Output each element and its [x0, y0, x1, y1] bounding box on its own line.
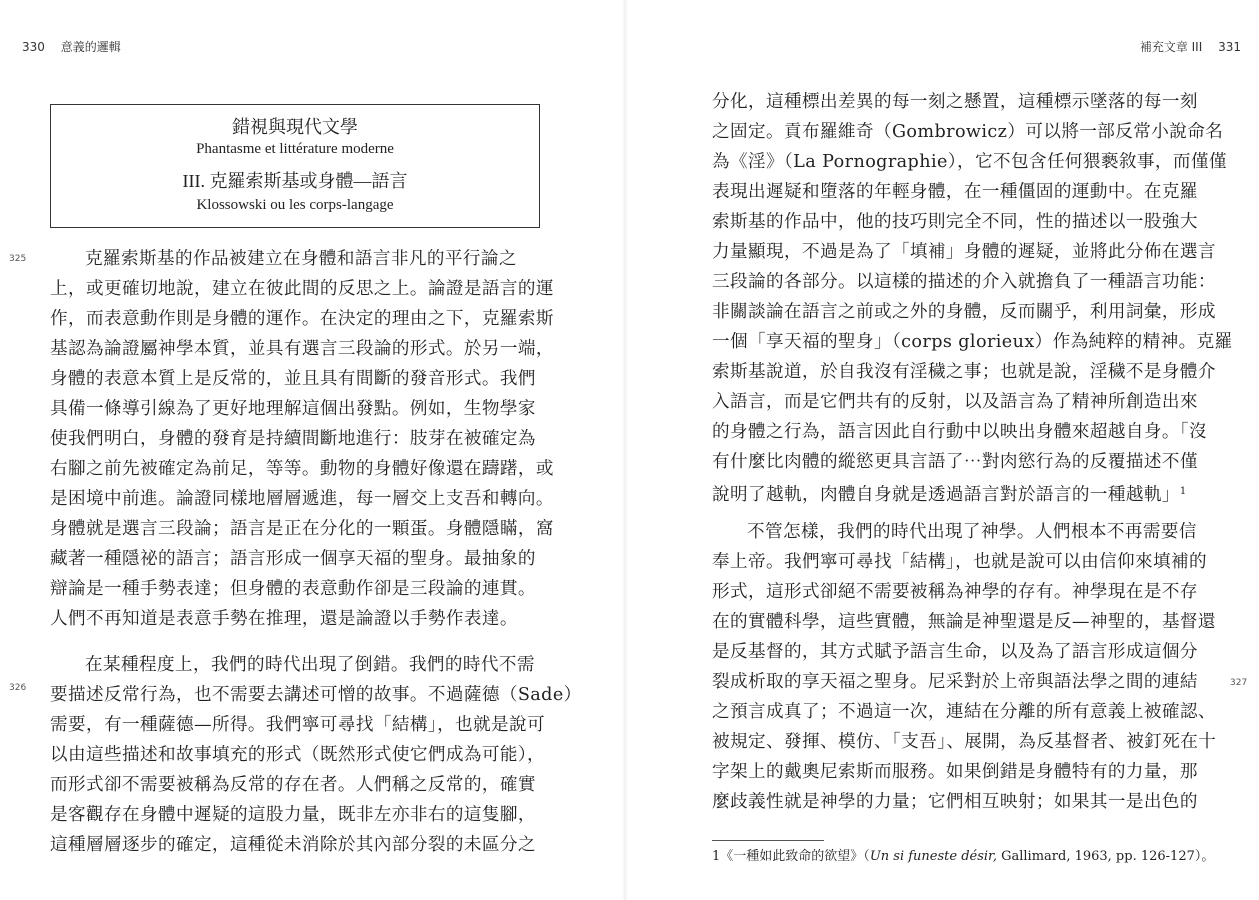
book-gutter — [622, 0, 628, 900]
text-line: 是客觀存在身體中遲疑的這股力量，既非左亦非右的這隻腳， — [50, 805, 536, 825]
text-line: 要描述反常行為，也不需要去講述可憎的故事。不過薩德（Sade） — [50, 685, 582, 705]
text-line: 具備一條導引線為了更好地理解這個出發點。例如，生物學家 — [50, 399, 536, 419]
text-line — [712, 477, 1207, 507]
text-line: 被規定、發揮、模仿、「支吾」、展開，為反基督者、被釘死在十 — [712, 732, 1217, 752]
text-line: 非關談論在語言之前或之外的身體，反而關乎，利用詞彙，形成 — [712, 302, 1216, 322]
text-line: 在某種程度上，我們的時代出現了倒錯。我們的時代不需 — [85, 655, 535, 675]
text-line: 麼歧義性就是神學的力量；它們相互映射；如果其一是出色的 — [712, 792, 1198, 812]
text-line: 克羅索斯基的作品被建立在身體和語言非凡的平行論之 — [85, 249, 517, 269]
text-line: 字架上的戴奧尼索斯而服務。如果倒錯是身體特有的力量，那 — [712, 762, 1198, 782]
margin-page-number: 325 — [9, 254, 27, 264]
section-title-french: Klossowski ou les corps-langage — [196, 197, 394, 213]
text-line-content: 說明了越軌，肉體自身就是透過語言對於語言的一種越軌」 — [712, 485, 1180, 505]
page-number: 330 — [22, 40, 45, 54]
text-line: 有什麼比肉體的縱慾更具言語了⋯對肉慾行為的反覆描述不僅 — [712, 452, 1198, 472]
text-line: 表現出遲疑和墮落的年輕身體，在一種僵固的運動中。在克羅 — [712, 182, 1198, 202]
right-page — [629, 0, 1259, 900]
text-line: 而形式卻不需要被稱為反常的存在者。人們稱之反常的，確實 — [50, 775, 536, 795]
margin-page-number: 327 — [1230, 678, 1248, 688]
margin-page-number: 326 — [9, 683, 27, 693]
chapter-title-french: Phantasme et littérature moderne — [196, 141, 394, 157]
text-line: 一個「享天福的聖身」（corps glorieux）作為純粹的精神。克羅 — [712, 332, 1233, 352]
running-head-left — [22, 38, 121, 55]
text-line: 分化，這種標出差異的每一刻之懸置，這種標示墜落的每一刻 — [712, 92, 1198, 112]
text-line: 力量顯現，不過是為了「填補」身體的遲疑，並將此分佈在選言 — [712, 242, 1216, 262]
text-line: 是反基督的，其方式賦予語言生命，以及為了語言形成這個分 — [712, 642, 1198, 662]
section-title-chinese: III. 克羅索斯基或身體—語言 — [182, 171, 408, 191]
chapter-name: 補充文章 III — [1139, 40, 1203, 54]
footnote-fr-title: Un si funeste désir, — [869, 849, 997, 864]
text-line: 身體就是選言三段論；語言是正在分化的一顆蛋。身體隱瞞，窩 — [50, 519, 554, 539]
footnote-cn-title: 《一種如此致命的欲望》 — [720, 849, 864, 864]
text-line: 需要，有一種薩德—所得。我們寧可尋找「結構」，也就是說可 — [50, 715, 546, 735]
text-line: 之固定。貢布羅維奇（Gombrowicz）可以將一部反常小說命名 — [712, 122, 1224, 142]
text-line: 右腳之前先被確定為前足，等等。動物的身體好像還在躊躇，或 — [50, 459, 554, 479]
text-line: 身體的表意本質上是反常的，並且具有間斷的發音形式。我們 — [50, 369, 536, 389]
text-line: 上，或更確切地說，建立在彼此間的反思之上。論證是語言的運 — [50, 279, 554, 299]
footnote-rule — [712, 840, 824, 841]
text-line: 使我們明白，身體的發育是持續間斷地進行：肢芽在被確定為 — [50, 429, 536, 449]
body-text-left — [50, 244, 582, 860]
text-line: 作，而表意動作則是身體的運作。在決定的理由之下，克羅索斯 — [50, 309, 554, 329]
page-number: 331 — [1218, 40, 1241, 54]
text-line: 基認為論證屬神學本質，並具有選言三段論的形式。於另一端， — [50, 339, 554, 359]
chapter-title-chinese: 錯視與現代文學 — [232, 117, 358, 137]
body-text-right-para1 — [712, 87, 1233, 507]
text-line: 人們不再知道是表意手勢在推理，還是論證以手勢作表達。 — [50, 609, 518, 629]
text-line: 藏著一種隱祕的語言；語言形成一個享天福的聖身。最抽象的 — [50, 549, 536, 569]
footnote: 1《一種如此致命的欲望》（Un si funeste désir, Gallimard, 1963, pp. 126-127）。 — [712, 849, 1215, 864]
text-line: 這種層層逐步的確定，這種從未消除於其內部分裂的未區分之 — [50, 835, 536, 855]
book-title: 意義的邏輯 — [60, 40, 121, 54]
footnote-number: 1 — [712, 849, 721, 864]
text-line: 入語言，而是它們共有的反射，以及語言為了精神所創造出來 — [712, 392, 1198, 412]
text-line: 奉上帝。我們寧可尋找「結構」，也就是說可以由信仰來填補的 — [712, 552, 1208, 572]
text-line: 為《淫》（La Pornographie），它不包含任何猥褻敘事，而僅僅 — [712, 152, 1227, 172]
text-line: 以由這些描述和故事填充的形式（既然形式使它們成為可能）， — [50, 745, 546, 765]
text-line: 不管怎樣，我們的時代出現了神學。人們根本不再需要信 — [747, 522, 1197, 542]
text-line: 三段論的各部分。以這樣的描述的介入就擔負了一種語言功能： — [712, 272, 1216, 292]
text-line: 是困境中前進。論證同樣地層層遞進，每一層交上支吾和轉向。 — [50, 489, 554, 509]
body-text-right-para2 — [712, 517, 1217, 817]
left-page — [0, 0, 620, 900]
chapter-title-box — [50, 104, 540, 228]
text-line: 索斯基的作品中，他的技巧則完全不同，性的描述以一股強大 — [712, 212, 1198, 232]
text-line: 裂成析取的享天福之聖身。尼采對於上帝與語法學之間的連結 — [712, 672, 1198, 692]
text-line: 形式，這形式卻絕不需要被稱為神學的存有。神學現在是不存 — [712, 582, 1198, 602]
text-line: 之預言成真了；不過這一次，連結在分離的所有意義上被確認、 — [712, 702, 1216, 722]
text-line: 索斯基說道，於自我沒有淫穢之事；也就是說，淫穢不是身體介 — [712, 362, 1216, 382]
footnote-marker[interactable]: 1 — [1179, 486, 1187, 497]
text-line: 的身體之行為，語言因此自行動中以映出身體來超越自身。「沒 — [712, 422, 1208, 442]
running-head-right — [1140, 38, 1241, 55]
text-line: 在的實體科學，這些實體，無論是神聖還是反—神聖的，基督還 — [712, 612, 1216, 632]
text-line: 辯論是一種手勢表達；但身體的表意動作卻是三段論的連貫。 — [50, 579, 536, 599]
footnote-details: Gallimard, 1963, pp. 126-127）。 — [996, 849, 1215, 864]
